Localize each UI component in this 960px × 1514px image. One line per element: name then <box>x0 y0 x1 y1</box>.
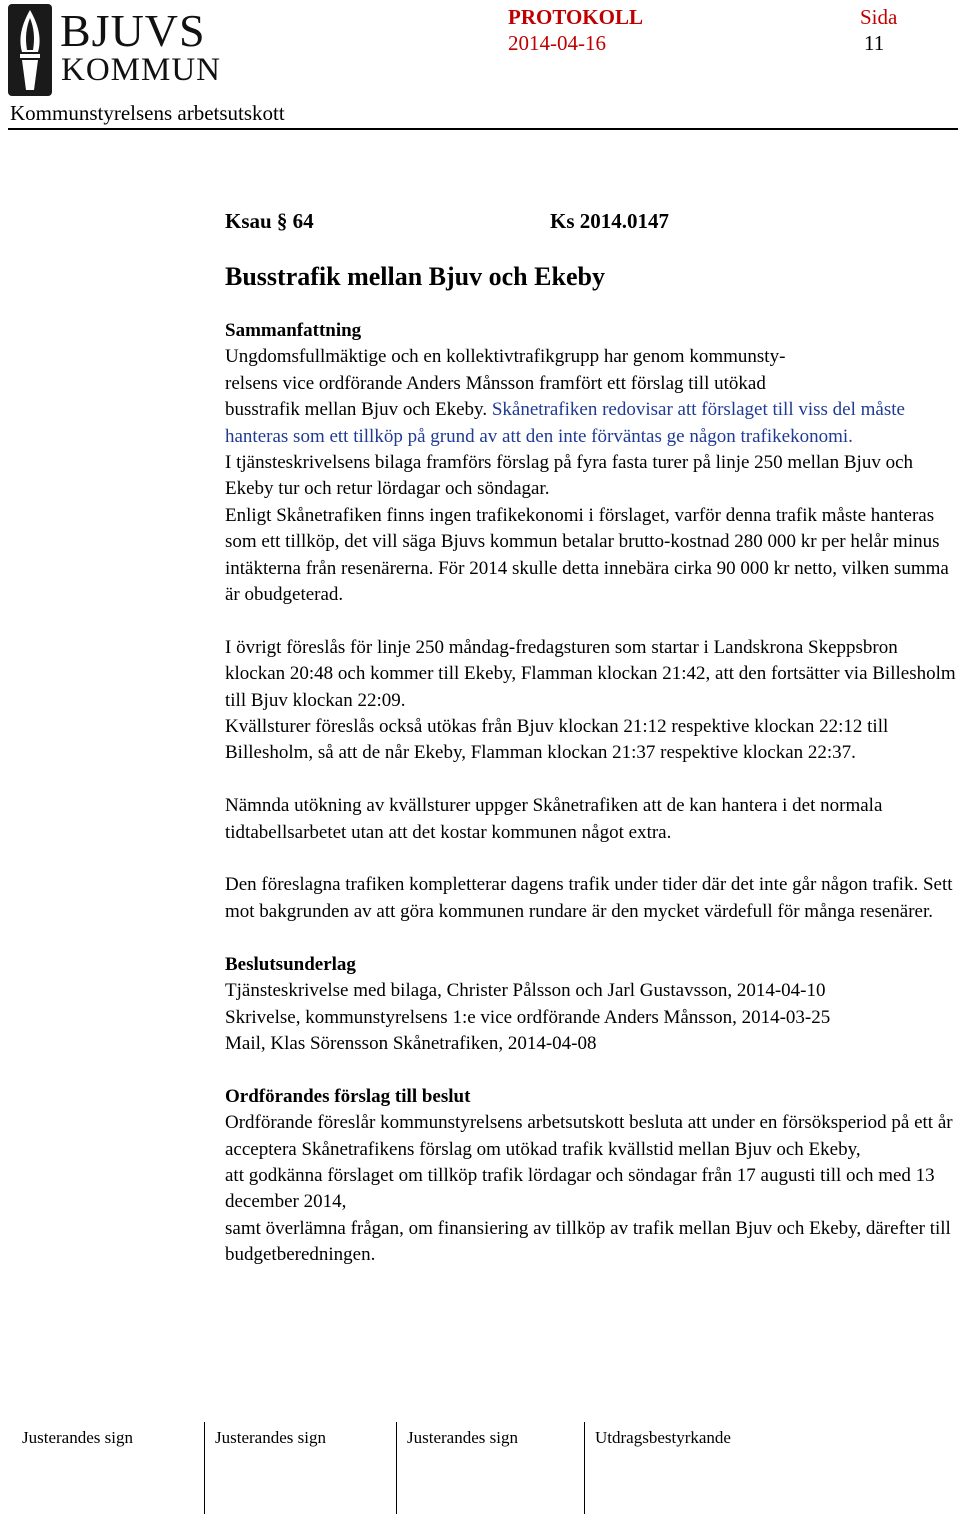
document-type: PROTOKOLL <box>508 5 643 29</box>
summary-heading: Sammanfattning <box>225 320 362 341</box>
logo-wordmark-line1: BJUVS <box>60 5 206 56</box>
signature-box-2 <box>205 1422 397 1514</box>
torch-emblem-icon <box>8 4 52 96</box>
paragraph-number: Ksau § 64 <box>225 209 314 233</box>
meeting-date: 2014-04-16 <box>508 31 606 55</box>
committee-name: Kommunstyrelsens arbetsutskott <box>10 101 285 125</box>
matter-title: Busstrafik mellan Bjuv och Ekeby <box>225 262 605 291</box>
header-divider <box>8 128 958 130</box>
signature-label-3: Justerandes sign <box>407 1428 518 1447</box>
basis-heading: Beslutsunderlag <box>225 953 356 975</box>
summary-paragraph-5: Kvällsturer föreslås också utökas från Bjuv klockan 21:12 respektive klockan 22:12 till Billesholm, så att de når Ekeby, Flamman klockan 21:37 respektive klockan 22:37. <box>225 716 889 764</box>
summary-paragraph-1 <box>225 344 960 450</box>
summary-paragraph-7: Den föreslagna trafiken kompletterar dagens trafik under tider där det inte går någon trafik. Sett mot bakgrunden av att göra kommunen rundare är den mycket värdefull för många resenärer. <box>225 874 953 922</box>
summary-skanetrafiken-text: Skånetrafiken redovisar att förslaget till viss del måste hanteras som ett tillköp på grund av att den inte förväntas ge någon trafikekonomi. <box>225 399 905 447</box>
basis-item-2: Skrivelse, kommunstyrelsens 1:e vice ordförande Anders Månsson, 2014-03-25 <box>225 1006 831 1028</box>
summary-line-2: relsens vice ordförande Anders Månsson framfört ett förslag till utökad <box>225 372 766 394</box>
signature-label-2: Justerandes sign <box>215 1428 326 1447</box>
attestation-box <box>585 1422 885 1514</box>
document-body <box>225 318 960 1269</box>
proposal-paragraph-3: samt överlämna frågan, om finansiering av tillköp av trafik mellan Bjuv och Ekeby, därefter till budgetberedningen. <box>225 1217 951 1266</box>
basis-item-1: Tjänsteskrivelse med bilaga, Christer Pålsson och Jarl Gustavsson, 2014-04-10 <box>225 980 826 1002</box>
summary-paragraph-2: I tjänsteskrivelsens bilaga framförs förslag på fyra fasta turer på linje 250 mellan Bjuv och Ekeby tur och retur lördagar och söndagar. <box>225 452 913 500</box>
page-label: Sida <box>860 5 898 29</box>
summary-paragraph-3: Enligt Skånetrafiken finns ingen trafikekonomi i förslaget, varför denna trafik måste hanteras som ett tillköp, det vill säga Bjuvs kommun betalar brutto-kostnad 280 000 kr per helår minus intäkterna från resenärerna. För 2014 skulle detta innebära cirka 90 000 kr netto, vilken summa är obudgeterad. <box>225 504 949 606</box>
proposal-paragraph-2: att godkänna förslaget om tillköp trafik lördagar och söndagar från 17 augusti till och med 13 december 2014, <box>225 1164 935 1213</box>
logo-wordmark-line2: KOMMUN <box>61 52 222 88</box>
summary-line-1: Ungdomsfullmäktige och en kollektivtrafikgrupp har genom kommunsty- <box>225 346 786 368</box>
page-number: 11 <box>864 31 885 55</box>
case-number: Ks 2014.0147 <box>550 209 670 233</box>
summary-paragraph-6: Nämnda utökning av kvällsturer uppger Skånetrafiken att de kan hantera i det normala tidtabellsarbetet utan att det kostar kommunen något extra. <box>225 795 883 843</box>
summary-line-3: busstrafik mellan Bjuv och Ekeby. <box>225 399 488 421</box>
basis-item-3: Mail, Klas Sörensson Skånetrafiken, 2014-04-08 <box>225 1032 597 1054</box>
municipality-logo <box>8 4 258 96</box>
signature-box-3 <box>397 1422 585 1514</box>
summary-paragraph-4: I övrigt föreslås för linje 250 måndag-fredagsturen som startar i Landskrona Skeppsbron klockan 20:48 och kommer till Ekeby, Flamman klockan 21:42, att den fortsätter via Billesholm till Bjuv klockan 22:09. <box>225 636 956 711</box>
proposal-heading: Ordförandes förslag till beslut <box>225 1085 471 1107</box>
signature-label-1: Justerandes sign <box>22 1428 133 1447</box>
attestation-label: Utdragsbestyrkande <box>595 1428 731 1447</box>
signature-box-1 <box>12 1422 205 1514</box>
proposal-paragraph-1: Ordförande föreslår kommunstyrelsens arbetsutskott besluta att under en försöksperiod på ett år acceptera Skånetrafikens förslag om utökad trafik kvällstid mellan Bjuv och Ekeby, <box>225 1112 953 1160</box>
